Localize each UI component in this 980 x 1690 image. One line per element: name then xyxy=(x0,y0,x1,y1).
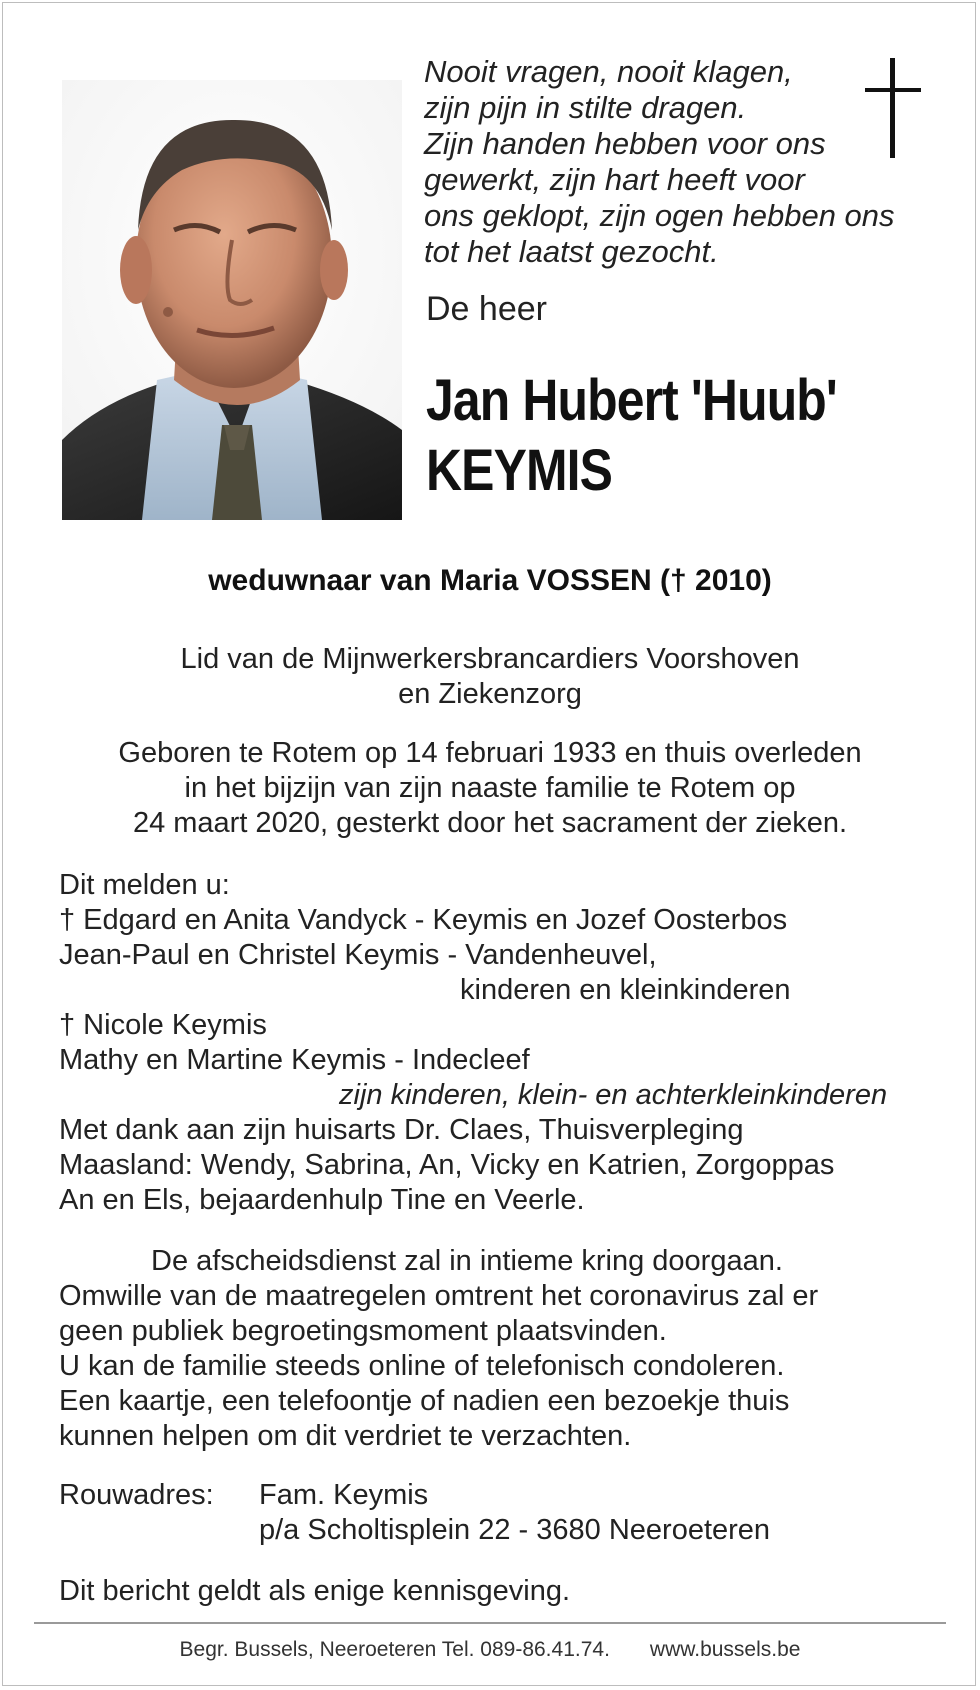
birth-death-info xyxy=(0,736,980,841)
poem-line: Zijn handen hebben voor ons xyxy=(424,126,826,161)
mourning-address-line: Fam. Keymis xyxy=(259,1479,429,1511)
poem-line: zijn pijn in stilte dragen. xyxy=(424,90,747,125)
family-line: zijn kinderen, klein- en achterkleinkinderen xyxy=(339,1079,888,1111)
portrait-photo xyxy=(62,80,402,520)
farewell-line: kunnen helpen om dit verdriet te verzachten. xyxy=(59,1420,632,1452)
footer-company: Begr. Bussels, Neeroeteren Tel. 089-86.41.74. xyxy=(179,1638,610,1661)
mourning-address-line: p/a Scholtisplein 22 - 3680 Neeroeteren xyxy=(259,1514,771,1546)
family-line: kinderen en kleinkinderen xyxy=(460,974,791,1006)
thanks-line: Met dank aan zijn huisarts Dr. Claes, Thuisverpleging xyxy=(59,1114,744,1146)
family-line: † Nicole Keymis xyxy=(59,1009,267,1041)
footer xyxy=(0,1638,980,1662)
widower-line: weduwnaar van Maria VOSSEN († 2010) xyxy=(208,564,772,597)
farewell-line: U kan de familie steeds online of telefonisch condoleren. xyxy=(59,1350,785,1382)
family-intro: Dit melden u: xyxy=(59,869,230,901)
farewell-line: Omwille van de maatregelen omtrent het coronavirus zal er xyxy=(59,1280,819,1312)
family-line: † Edgard en Anita Vandyck - Keymis en Jozef Oosterbos xyxy=(59,904,788,936)
farewell-line: geen publiek begroetingsmoment plaatsvinden. xyxy=(59,1315,667,1347)
family-announcement xyxy=(59,868,939,1218)
cross-icon xyxy=(862,58,922,162)
thanks-line: Maasland: Wendy, Sabrina, An, Vicky en Katrien, Zorgoppas xyxy=(59,1149,835,1181)
footer-website-link[interactable]: www.bussels.be xyxy=(649,1638,801,1661)
birth-death-line: Geboren te Rotem op 14 februari 1933 en thuis overleden xyxy=(118,737,862,769)
membership xyxy=(0,642,980,712)
poem-line: Nooit vragen, nooit klagen, xyxy=(424,54,793,89)
poem-line: tot het laatst gezocht. xyxy=(424,234,719,269)
farewell-info xyxy=(59,1244,939,1454)
family-line: Jean-Paul en Christel Keymis - Vandenheuvel, xyxy=(59,939,657,971)
title-prefix: De heer xyxy=(426,290,547,328)
birth-death-line: in het bijzijn van zijn naaste familie te Rotem op xyxy=(184,772,796,804)
notice-line: Dit bericht geldt als enige kennisgeving. xyxy=(59,1575,571,1607)
mourning-address xyxy=(59,1478,939,1548)
family-line: Mathy en Martine Keymis - Indecleef xyxy=(59,1044,530,1076)
poem xyxy=(424,54,894,270)
farewell-line: Een kaartje, een telefoontje of nadien een bezoekje thuis xyxy=(59,1385,790,1417)
thanks-line: An en Els, bejaardenhulp Tine en Veerle. xyxy=(59,1184,585,1216)
footer-divider xyxy=(34,1622,946,1624)
deceased-name xyxy=(426,366,837,506)
membership-line: en Ziekenzorg xyxy=(398,678,582,710)
mourning-address-label: Rouwadres: xyxy=(59,1479,214,1511)
poem-line: ons geklopt, zijn ogen hebben ons xyxy=(424,198,895,233)
membership-line: Lid van de Mijnwerkersbrancardiers Voorshoven xyxy=(180,643,800,675)
farewell-line: De afscheidsdienst zal in intieme kring doorgaan. xyxy=(151,1245,783,1277)
poem-line: gewerkt, zijn hart heeft voor xyxy=(424,162,805,197)
name-line-2: KEYMIS xyxy=(426,438,613,503)
birth-death-line: 24 maart 2020, gesterkt door het sacrament der zieken. xyxy=(132,807,848,839)
name-line-1: Jan Hubert 'Huub' xyxy=(426,368,837,433)
